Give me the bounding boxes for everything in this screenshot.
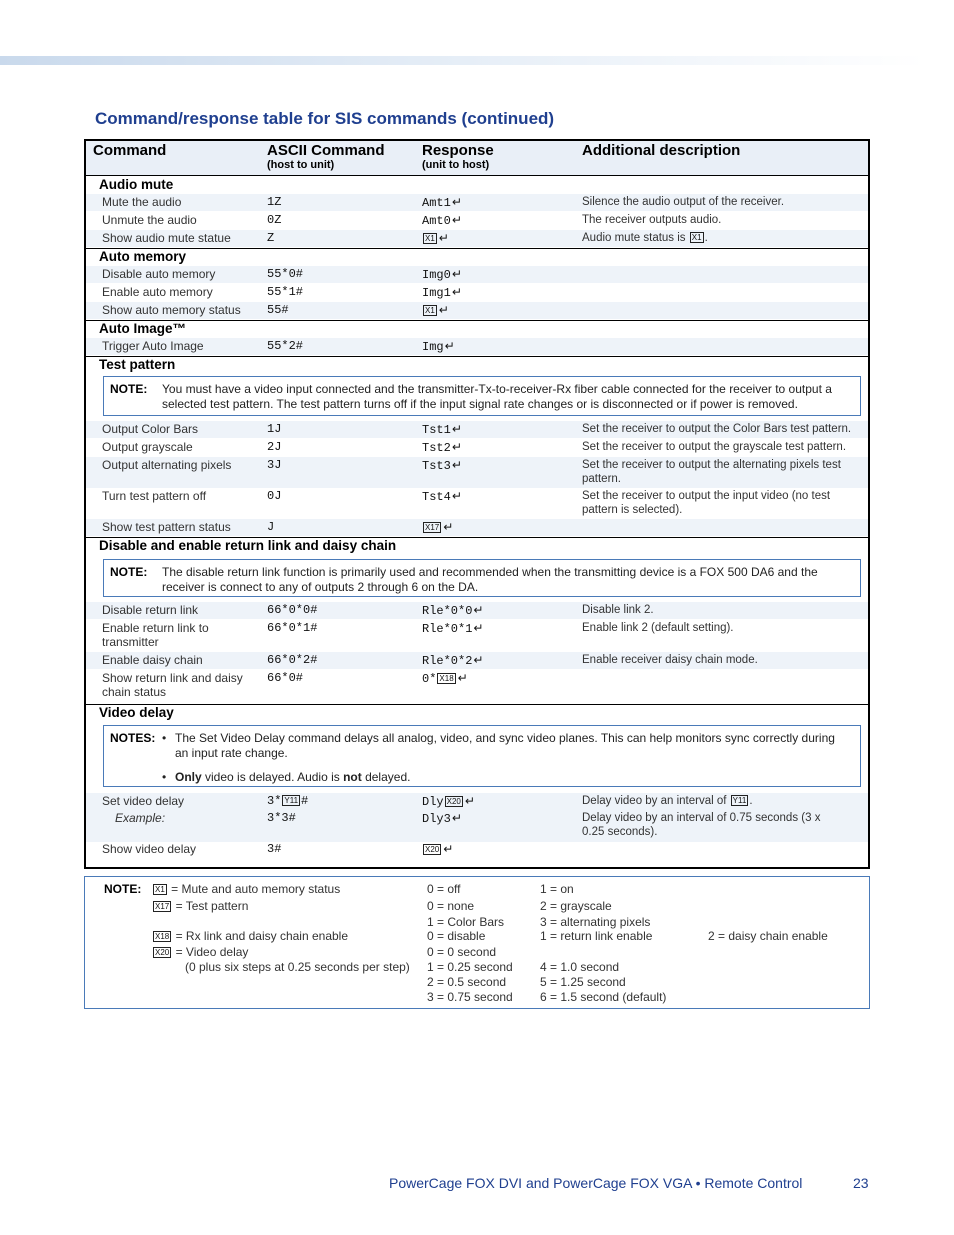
cell-command: Disable auto memory bbox=[102, 267, 216, 281]
cell-command: Trigger Auto Image bbox=[102, 339, 204, 353]
cell-description: Set the receiver to output the Color Bars test pattern. bbox=[582, 423, 852, 435]
table-row bbox=[86, 266, 868, 283]
cell-command: Example: bbox=[115, 811, 166, 825]
table-row bbox=[86, 212, 868, 229]
section-heading-video-delay: Video delay bbox=[99, 705, 174, 720]
page-number: 23 bbox=[853, 1175, 869, 1191]
cell-command: Output alternating pixels bbox=[102, 458, 232, 472]
cell-response bbox=[422, 213, 462, 228]
return-icon: ↵ bbox=[451, 422, 462, 436]
cell-response bbox=[422, 811, 462, 826]
header-command: Command bbox=[93, 142, 167, 159]
cell-ascii: 55*2# bbox=[267, 339, 304, 353]
legend-value: 0 = off bbox=[427, 882, 461, 896]
response-text: Amt1 bbox=[422, 196, 451, 210]
table-row bbox=[86, 230, 868, 247]
cell-ascii: 3J bbox=[267, 458, 282, 472]
cell-ascii: 66*0*0# bbox=[267, 603, 318, 617]
cell-response bbox=[422, 653, 483, 668]
legend-x20 bbox=[152, 945, 248, 960]
response-text: Img0 bbox=[422, 268, 451, 282]
return-icon: ↵ bbox=[464, 794, 475, 808]
response-text: Dly bbox=[422, 795, 444, 809]
return-icon: ↵ bbox=[457, 671, 468, 685]
return-icon: ↵ bbox=[451, 489, 462, 503]
legend-x20-sub: (0 plus six steps at 0.25 seconds per step) bbox=[185, 960, 410, 974]
note-label: NOTE: bbox=[110, 565, 148, 579]
note-bullet-1: The Set Video Delay command delays all analog, video, and sync video planes. This can help monitors sync correctly during an input rate change. bbox=[175, 731, 835, 760]
cell-ascii: 1Z bbox=[267, 195, 282, 209]
return-icon: ↵ bbox=[451, 195, 462, 209]
variable-x17-icon: X17 bbox=[155, 902, 170, 911]
table-row bbox=[86, 652, 868, 669]
bullet-2-end: delayed. bbox=[361, 770, 411, 784]
cell-description: Set the receiver to output the input video (no test pattern is selected). bbox=[582, 490, 831, 516]
cell-description: Set the receiver to output the grayscale test pattern. bbox=[582, 441, 847, 453]
ascii-part: 3* bbox=[267, 794, 282, 808]
table-row bbox=[86, 670, 868, 702]
legend-value: 2 = grayscale bbox=[540, 899, 612, 913]
legend-value: 6 = 1.5 second (default) bbox=[540, 990, 667, 1004]
cell-ascii: 0J bbox=[267, 489, 282, 503]
note-label: NOTE: bbox=[110, 382, 148, 396]
variable-x20-icon: X20 bbox=[446, 797, 461, 806]
cell-ascii bbox=[267, 794, 308, 808]
cell-command: Show return link and daisy chain status bbox=[102, 671, 243, 699]
cell-ascii: 2J bbox=[267, 440, 282, 454]
table-row bbox=[86, 810, 868, 842]
cell-command: Enable auto memory bbox=[102, 285, 213, 299]
description-text: Audio mute status is bbox=[582, 232, 686, 244]
legend-value: 1 = 0.25 second bbox=[427, 960, 513, 974]
cell-description: Audio mute status is X1 . bbox=[582, 232, 708, 244]
cell-ascii: Z bbox=[267, 231, 275, 245]
legend-value: 3 = 0.75 second bbox=[427, 990, 513, 1004]
variable-x1-icon: X1 bbox=[425, 234, 435, 243]
legend-x17-desc: = Test pattern bbox=[175, 899, 249, 913]
header-response-sub: (unit to host) bbox=[422, 159, 490, 171]
cell-description: Delay video by an interval of Y11 . bbox=[582, 795, 753, 807]
legend-x18 bbox=[152, 929, 348, 944]
cell-command: Enable daisy chain bbox=[102, 653, 203, 667]
bullet-1: • bbox=[162, 731, 167, 745]
cell-command: Turn test pattern off bbox=[102, 489, 207, 503]
table-row bbox=[86, 793, 868, 810]
section-divider bbox=[86, 320, 868, 321]
cell-description: Silence the audio output of the receiver. bbox=[582, 196, 785, 208]
cell-response bbox=[422, 603, 483, 618]
description-text: Delay video by an interval of bbox=[582, 795, 727, 807]
legend-value: 0 = 0 second bbox=[427, 945, 497, 959]
table-header bbox=[86, 141, 868, 176]
section-divider bbox=[86, 704, 868, 705]
table-row bbox=[86, 841, 868, 858]
response-text: Rle*0*0 bbox=[422, 604, 473, 618]
legend-x17 bbox=[152, 899, 248, 914]
return-icon: ↵ bbox=[443, 520, 454, 534]
note-label: NOTES: bbox=[110, 731, 156, 745]
cell-command: Show auto memory status bbox=[102, 303, 241, 317]
response-text: Rle*0*2 bbox=[422, 654, 473, 668]
section-divider bbox=[86, 356, 868, 357]
cell-ascii: 1J bbox=[267, 422, 282, 436]
variable-x18-icon: X18 bbox=[439, 674, 454, 683]
cell-response bbox=[422, 195, 462, 210]
table-row bbox=[86, 302, 868, 319]
footer-title: PowerCage FOX DVI and PowerCage FOX VGA • Remote Control bbox=[389, 1175, 803, 1191]
cell-command: Enable return link to transmitter bbox=[102, 621, 209, 649]
note-text: You must have a video input connected and the transmitter-Tx-to-receiver-Rx fiber cable connected for the receiver to output a selected test pattern. The test pattern turns off if the input signal rate changes or is disconnected or if power is removed. bbox=[162, 382, 832, 411]
variable-y11-icon: Y11 bbox=[732, 796, 747, 805]
legend-x1-desc: = Mute and auto memory status bbox=[171, 882, 341, 896]
legend-value: 4 = 1.0 second bbox=[540, 960, 620, 974]
table-row bbox=[86, 194, 868, 211]
table-row bbox=[86, 421, 868, 438]
header-response: Response bbox=[422, 142, 494, 159]
test-pattern-note bbox=[103, 376, 861, 416]
table-row bbox=[86, 284, 868, 301]
response-text: 0* bbox=[422, 672, 437, 686]
cell-ascii: 55# bbox=[267, 303, 289, 317]
table-row bbox=[86, 488, 868, 519]
cell-command: Output Color Bars bbox=[102, 422, 199, 436]
response-text: Dly3 bbox=[422, 812, 451, 826]
cell-description: Delay video by an interval of 0.75 seconds (3 x 0.25 seconds). bbox=[582, 812, 821, 838]
bullet-2-text: video is delayed. Audio is bbox=[201, 770, 344, 784]
legend-label: NOTE: bbox=[104, 882, 142, 896]
header-ascii-sub: (host to unit) bbox=[267, 159, 335, 171]
cell-command: Mute the audio bbox=[102, 195, 182, 209]
legend-value: 0 = disable bbox=[427, 929, 486, 943]
section-divider bbox=[86, 248, 868, 249]
cell-ascii: 66*0*2# bbox=[267, 653, 318, 667]
response-text: Img bbox=[422, 340, 444, 354]
response-text: Tst2 bbox=[422, 441, 451, 455]
table-row bbox=[86, 338, 868, 355]
cell-command: Unmute the audio bbox=[102, 213, 197, 227]
cell-ascii: 55*1# bbox=[267, 285, 304, 299]
response-text: Img1 bbox=[422, 286, 451, 300]
cell-response bbox=[422, 422, 462, 437]
cell-ascii: J bbox=[267, 520, 275, 534]
cell-response bbox=[422, 794, 475, 809]
return-icon: ↵ bbox=[473, 653, 484, 667]
response-text: Amt0 bbox=[422, 214, 451, 228]
note-bullet-2 bbox=[175, 770, 410, 784]
legend-x20-desc: = Video delay bbox=[175, 945, 249, 959]
emph-not: not bbox=[343, 770, 362, 784]
variable-x17-icon: X17 bbox=[425, 523, 440, 532]
return-icon: ↵ bbox=[438, 303, 449, 317]
legend-x18-desc: = Rx link and daisy chain enable bbox=[175, 929, 349, 943]
return-icon: ↵ bbox=[451, 213, 462, 227]
variable-x20-icon: X20 bbox=[425, 845, 440, 854]
legend-value: 2 = daisy chain enable bbox=[708, 929, 828, 943]
cell-ascii: 0Z bbox=[267, 213, 282, 227]
variable-x1-icon: X1 bbox=[155, 885, 165, 894]
top-gradient-bar bbox=[0, 56, 926, 65]
emph-only: Only bbox=[175, 770, 202, 784]
bullet-2: • bbox=[162, 770, 167, 784]
cell-ascii: 3*3# bbox=[267, 811, 296, 825]
cell-command: Show audio mute statue bbox=[102, 231, 231, 245]
cell-response bbox=[422, 458, 462, 473]
cell-response bbox=[422, 842, 453, 857]
cell-description: The receiver outputs audio. bbox=[582, 214, 722, 226]
variable-y11-icon: Y11 bbox=[284, 796, 299, 805]
command-table bbox=[84, 139, 870, 869]
cell-description: Set the receiver to output the alternating pixels test pattern. bbox=[582, 459, 841, 485]
header-ascii: ASCII Command bbox=[267, 142, 385, 159]
response-text: Rle*0*1 bbox=[422, 622, 473, 636]
section-heading-auto-image: Auto Image™ bbox=[99, 321, 187, 336]
cell-ascii: 66*0*1# bbox=[267, 621, 318, 635]
section-heading-test-pattern: Test pattern bbox=[99, 357, 176, 372]
legend-value: 1 = Color Bars bbox=[427, 915, 505, 929]
cell-command: Disable return link bbox=[102, 603, 199, 617]
variable-x18-icon: X18 bbox=[155, 932, 170, 941]
cell-command: Set video delay bbox=[102, 794, 185, 808]
cell-response bbox=[422, 520, 453, 535]
cell-ascii: 3# bbox=[267, 842, 282, 856]
response-text: Tst4 bbox=[422, 490, 451, 504]
cell-ascii: 66*0# bbox=[267, 671, 304, 685]
cell-ascii: 55*0# bbox=[267, 267, 304, 281]
cell-response bbox=[422, 671, 468, 686]
page-title: Command/response table for SIS commands (continued) bbox=[95, 109, 555, 128]
legend-value: 3 = alternating pixels bbox=[540, 915, 651, 929]
cell-description: Enable link 2 (default setting). bbox=[582, 622, 734, 634]
cell-response bbox=[422, 231, 449, 246]
return-icon: ↵ bbox=[451, 285, 462, 299]
return-link-note bbox=[103, 559, 861, 597]
table-row bbox=[86, 439, 868, 456]
variable-x1-icon: X1 bbox=[425, 306, 435, 315]
legend-value: 0 = none bbox=[427, 899, 475, 913]
cell-response bbox=[422, 303, 449, 318]
return-icon: ↵ bbox=[451, 440, 462, 454]
table-row bbox=[86, 602, 868, 619]
note-text: The disable return link function is primarily used and recommended when the transmitting device is a FOX 500 DA6 and the receiver is connect to any of outputs 2 through 6 on the DA. bbox=[162, 565, 818, 594]
cell-description: Enable receiver daisy chain mode. bbox=[582, 654, 758, 666]
legend-x1 bbox=[152, 882, 340, 897]
table-row bbox=[86, 519, 868, 536]
table-row bbox=[86, 620, 868, 652]
legend-value: 2 = 0.5 second bbox=[427, 975, 507, 989]
variable-x1-icon: X1 bbox=[691, 233, 702, 242]
response-text: Tst3 bbox=[422, 459, 451, 473]
cell-response bbox=[422, 621, 483, 636]
cell-description: Disable link 2. bbox=[582, 604, 654, 616]
ascii-part: # bbox=[301, 794, 309, 808]
cell-response bbox=[422, 489, 462, 504]
return-icon: ↵ bbox=[473, 621, 484, 635]
cell-response bbox=[422, 339, 455, 354]
variable-x20-icon: X20 bbox=[155, 948, 170, 957]
table-row bbox=[86, 457, 868, 488]
cell-response bbox=[422, 440, 462, 455]
legend-value: 1 = on bbox=[540, 882, 574, 896]
section-heading-audio-mute: Audio mute bbox=[99, 177, 174, 192]
return-icon: ↵ bbox=[444, 339, 455, 353]
cell-command: Output grayscale bbox=[102, 440, 193, 454]
response-text: Tst1 bbox=[422, 423, 451, 437]
cell-response bbox=[422, 285, 462, 300]
cell-response bbox=[422, 267, 462, 282]
cell-command: Show test pattern status bbox=[102, 520, 231, 534]
header-description: Additional description bbox=[582, 142, 741, 159]
return-icon: ↵ bbox=[451, 267, 462, 281]
return-icon: ↵ bbox=[473, 603, 484, 617]
legend-value: 1 = return link enable bbox=[540, 929, 653, 943]
video-delay-note bbox=[103, 725, 861, 787]
return-icon: ↵ bbox=[451, 458, 462, 472]
return-icon: ↵ bbox=[451, 811, 462, 825]
section-heading-auto-memory: Auto memory bbox=[99, 249, 187, 264]
cell-command: Show video delay bbox=[102, 842, 197, 856]
return-icon: ↵ bbox=[438, 231, 449, 245]
legend-value: 5 = 1.25 second bbox=[540, 975, 626, 989]
return-icon: ↵ bbox=[443, 842, 454, 856]
variable-legend bbox=[84, 876, 870, 1009]
section-heading-return-link: Disable and enable return link and daisy chain bbox=[99, 538, 397, 553]
